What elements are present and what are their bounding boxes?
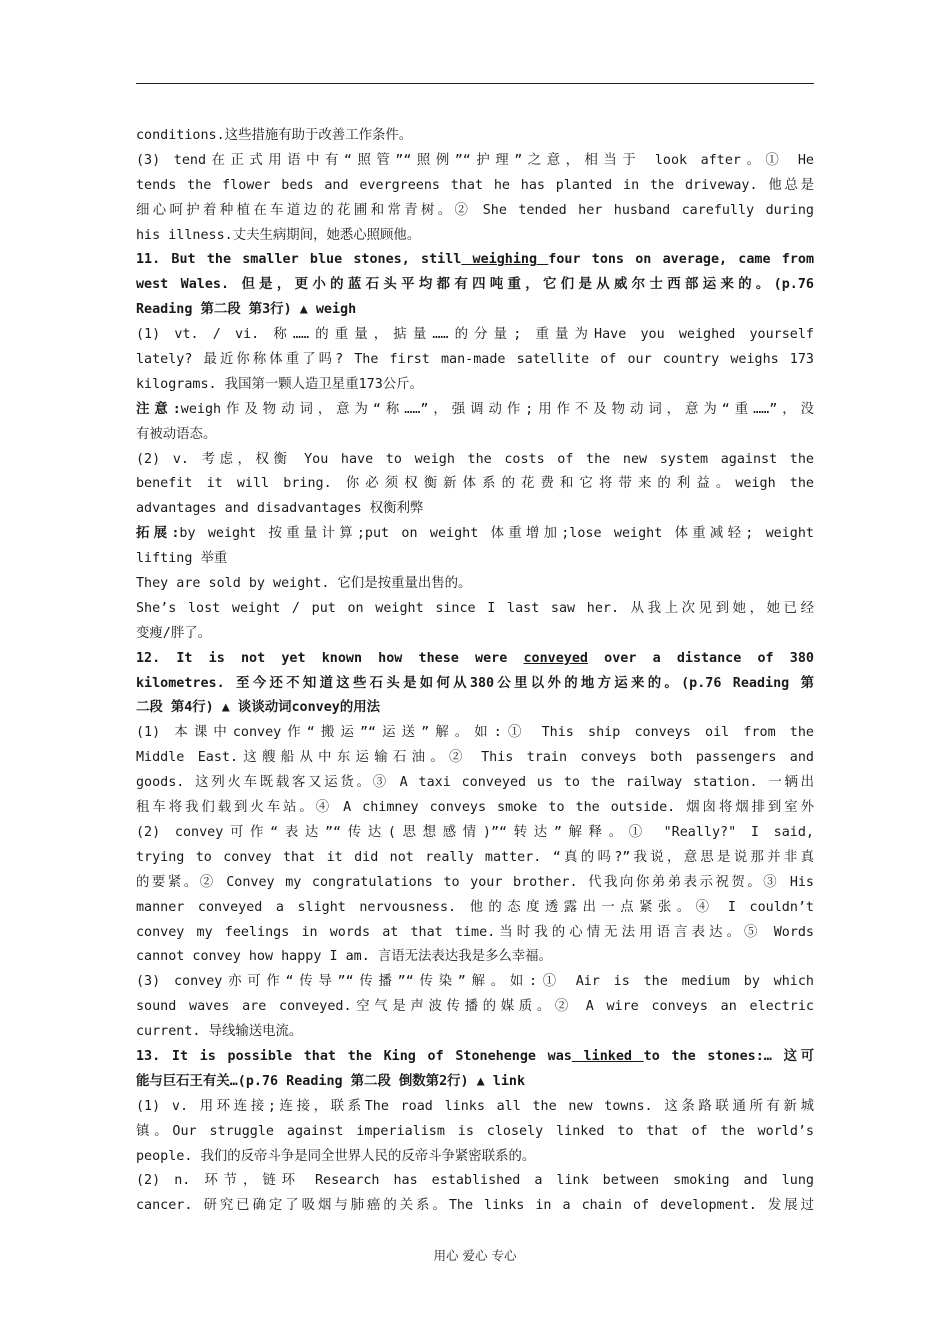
- text-segment: She’s lost weight / put on weight since I last saw her. 从我上次见到她，她已经: [136, 600, 814, 616]
- text-segment: 13. It is possible that the King of Stonehenge was: [136, 1048, 572, 1064]
- text-line: [136, 522, 814, 547]
- text-line: [136, 323, 814, 348]
- text-line: [136, 248, 814, 273]
- text-segment: his illness.丈夫生病期间，她悉心照顾他。: [136, 227, 421, 243]
- text-segment: over a distance of 380: [587, 650, 814, 666]
- text-line: [136, 273, 814, 298]
- text-line: [136, 448, 814, 473]
- text-segment: to the stones:… 这可: [643, 1048, 814, 1064]
- text-line: [136, 472, 814, 497]
- document-body: [136, 124, 814, 1219]
- text-line: [136, 622, 814, 647]
- text-segment: 的要紧。② Convey my congratulations to your brother. 代我向你弟弟表示祝贺。③ His: [136, 874, 814, 890]
- text-line: [136, 896, 814, 921]
- underlined-keyword: linked: [571, 1048, 644, 1064]
- text-line: [136, 199, 814, 224]
- text-line: [136, 572, 814, 597]
- text-line: [136, 796, 814, 821]
- text-segment: 二段 第4行) ▲ 谈谈动词convey的用法: [136, 700, 381, 716]
- text-segment: west Wales. 但是，更小的蓝石头平均都有四吨重，它们是从威尔士西部运来的。(p.76: [136, 277, 814, 293]
- text-line: [136, 945, 814, 970]
- page-footer: 用心 爱心 专心: [433, 1248, 517, 1263]
- text-line: [136, 373, 814, 398]
- text-segment: They are sold by weight. 它们是按重量出售的。: [136, 576, 472, 592]
- text-segment: weigh作及物动词，意为“称……”，强调动作;用作不及物动词，意为“重……”，没: [180, 401, 815, 417]
- text-segment: cannot convey how happy I am. 言语无法表达我是多么幸福。: [136, 949, 552, 965]
- text-segment: 拓展:: [136, 526, 180, 542]
- text-segment: Reading 第二段 第3行) ▲ weigh: [136, 302, 357, 318]
- text-segment: trying to convey that it did not really matter. “真的吗?”我说，意思是说那并非真: [136, 849, 814, 865]
- text-segment: (1) vt. / vi. 称……的重量，掂量……的分量; 重量为Have you weighed yourself: [136, 327, 814, 343]
- text-segment: (1) v. 用环连接;连接，联系The road links all the new towns. 这条路联通所有新城: [136, 1098, 814, 1114]
- text-segment: benefit it will bring. 你必须权衡新体系的花费和它将带来的利益。weigh the: [136, 476, 814, 492]
- text-segment: (2) convey可作“表达”“传达(思想感情)”“转达”解释。① "Really?" I said,: [136, 824, 814, 840]
- text-line: [136, 1045, 814, 1070]
- text-segment: people. 我们的反帝斗争是同全世界人民的反帝斗争紧密联系的。: [136, 1148, 536, 1164]
- text-line: [136, 1020, 814, 1045]
- text-line: [136, 647, 814, 672]
- header-rule: [136, 83, 814, 84]
- text-segment: 变瘦/胖了。: [136, 625, 212, 641]
- text-segment: goods. 这列火车既载客又运货。③ A taxi conveyed us to the railway station. 一辆出: [136, 775, 814, 791]
- underlined-keyword: weighing: [461, 252, 549, 268]
- text-segment: 能与巨石王有关…(p.76 Reading 第二段 倒数第2行) ▲ link: [136, 1073, 526, 1089]
- text-segment: sound waves are conveyed.空气是声波传播的媒质。② A wire conveys an electric: [136, 999, 814, 1015]
- text-segment: tends the flower beds and evergreens that he has planted in the driveway. 他总是: [136, 177, 814, 193]
- text-segment: lately? 最近你称体重了吗? The first man-made satellite of our country weighs 173: [136, 352, 814, 368]
- text-segment: 有被动语态。: [136, 426, 217, 442]
- text-segment: lifting 举重: [136, 551, 228, 567]
- text-segment: 租车将我们载到火车站。④ A chimney conveys smoke to the outside. 烟囱将烟排到室外: [136, 800, 814, 816]
- text-line: [136, 871, 814, 896]
- text-segment: (1) 本课中convey作“搬运”“运送”解。如:① This ship conveys oil from the: [136, 725, 814, 741]
- text-segment: manner conveyed a slight nervousness. 他的态度透露出一点紧张。④ I couldn’t: [136, 899, 814, 915]
- text-segment: convey my feelings in words at that time.当时我的心情无法用语言表达。⑤ Words: [136, 924, 814, 940]
- text-segment: 细心呵护着种植在车道边的花圃和常青树。② She tended her husband carefully during: [136, 202, 814, 218]
- text-segment: kilograms. 我国第一颗人造卫星重173公斤。: [136, 376, 423, 392]
- text-segment: four tons on average, came from: [548, 252, 815, 268]
- text-line: [136, 547, 814, 572]
- text-line: [136, 696, 814, 721]
- text-line: [136, 497, 814, 522]
- text-line: [136, 149, 814, 174]
- text-line: [136, 1095, 814, 1120]
- text-line: [136, 721, 814, 746]
- text-segment: (3) tend在正式用语中有“照管”“照例”“护理”之意，相当于 look after。① He: [136, 152, 814, 168]
- text-segment: current. 导线输送电流。: [136, 1024, 303, 1040]
- text-line: [136, 821, 814, 846]
- text-segment: kilometres. 至今还不知道这些石头是如何从380公里以外的地方运来的。(p.76 Reading 第: [136, 675, 814, 691]
- text-segment: 镇。Our struggle against imperialism is closely linked to that of the world’s: [136, 1123, 814, 1139]
- text-line: [136, 771, 814, 796]
- text-line: [136, 746, 814, 771]
- text-segment: 11. But the smaller blue stones, still: [136, 252, 462, 268]
- text-line: [136, 174, 814, 199]
- text-line: [136, 921, 814, 946]
- text-segment: (2) v. 考虑，权衡 You have to weigh the costs of the new system against the: [136, 451, 814, 467]
- text-line: [136, 970, 814, 995]
- text-segment: conditions.这些措施有助于改善工作条件。: [136, 128, 413, 143]
- text-segment: 注意:: [136, 401, 181, 417]
- text-line: [136, 672, 814, 697]
- underlined-keyword: conveyed: [523, 650, 588, 666]
- text-line: [136, 1145, 814, 1170]
- text-segment: (3) convey亦可作“传导”“传播”“传染”解。如:① Air is the medium by which: [136, 974, 814, 990]
- text-line: [136, 1194, 814, 1219]
- text-segment: cancer. 研究已确定了吸烟与肺癌的关系。The links in a chain of development. 发展过: [136, 1198, 814, 1214]
- text-segment: Middle East.这艘船从中东运输石油。② This train conveys both passengers and: [136, 750, 814, 766]
- text-segment: by weight 按重量计算;put on weight 体重增加;lose weight 体重减轻; weight: [179, 526, 814, 542]
- text-line: [136, 846, 814, 871]
- text-line: [136, 124, 814, 149]
- text-line: [136, 348, 814, 373]
- text-line: [136, 995, 814, 1020]
- text-line: [136, 1070, 814, 1095]
- text-line: [136, 1169, 814, 1194]
- text-line: [136, 597, 814, 622]
- text-line: [136, 1120, 814, 1145]
- text-segment: 12. It is not yet known how these were: [136, 650, 524, 666]
- text-line: [136, 398, 814, 423]
- text-segment: advantages and disadvantages 权衡利弊: [136, 501, 424, 517]
- text-segment: (2) n. 环节，链环 Research has established a link between smoking and lung: [136, 1173, 814, 1189]
- text-line: [136, 423, 814, 448]
- text-line: [136, 298, 814, 323]
- text-line: [136, 224, 814, 249]
